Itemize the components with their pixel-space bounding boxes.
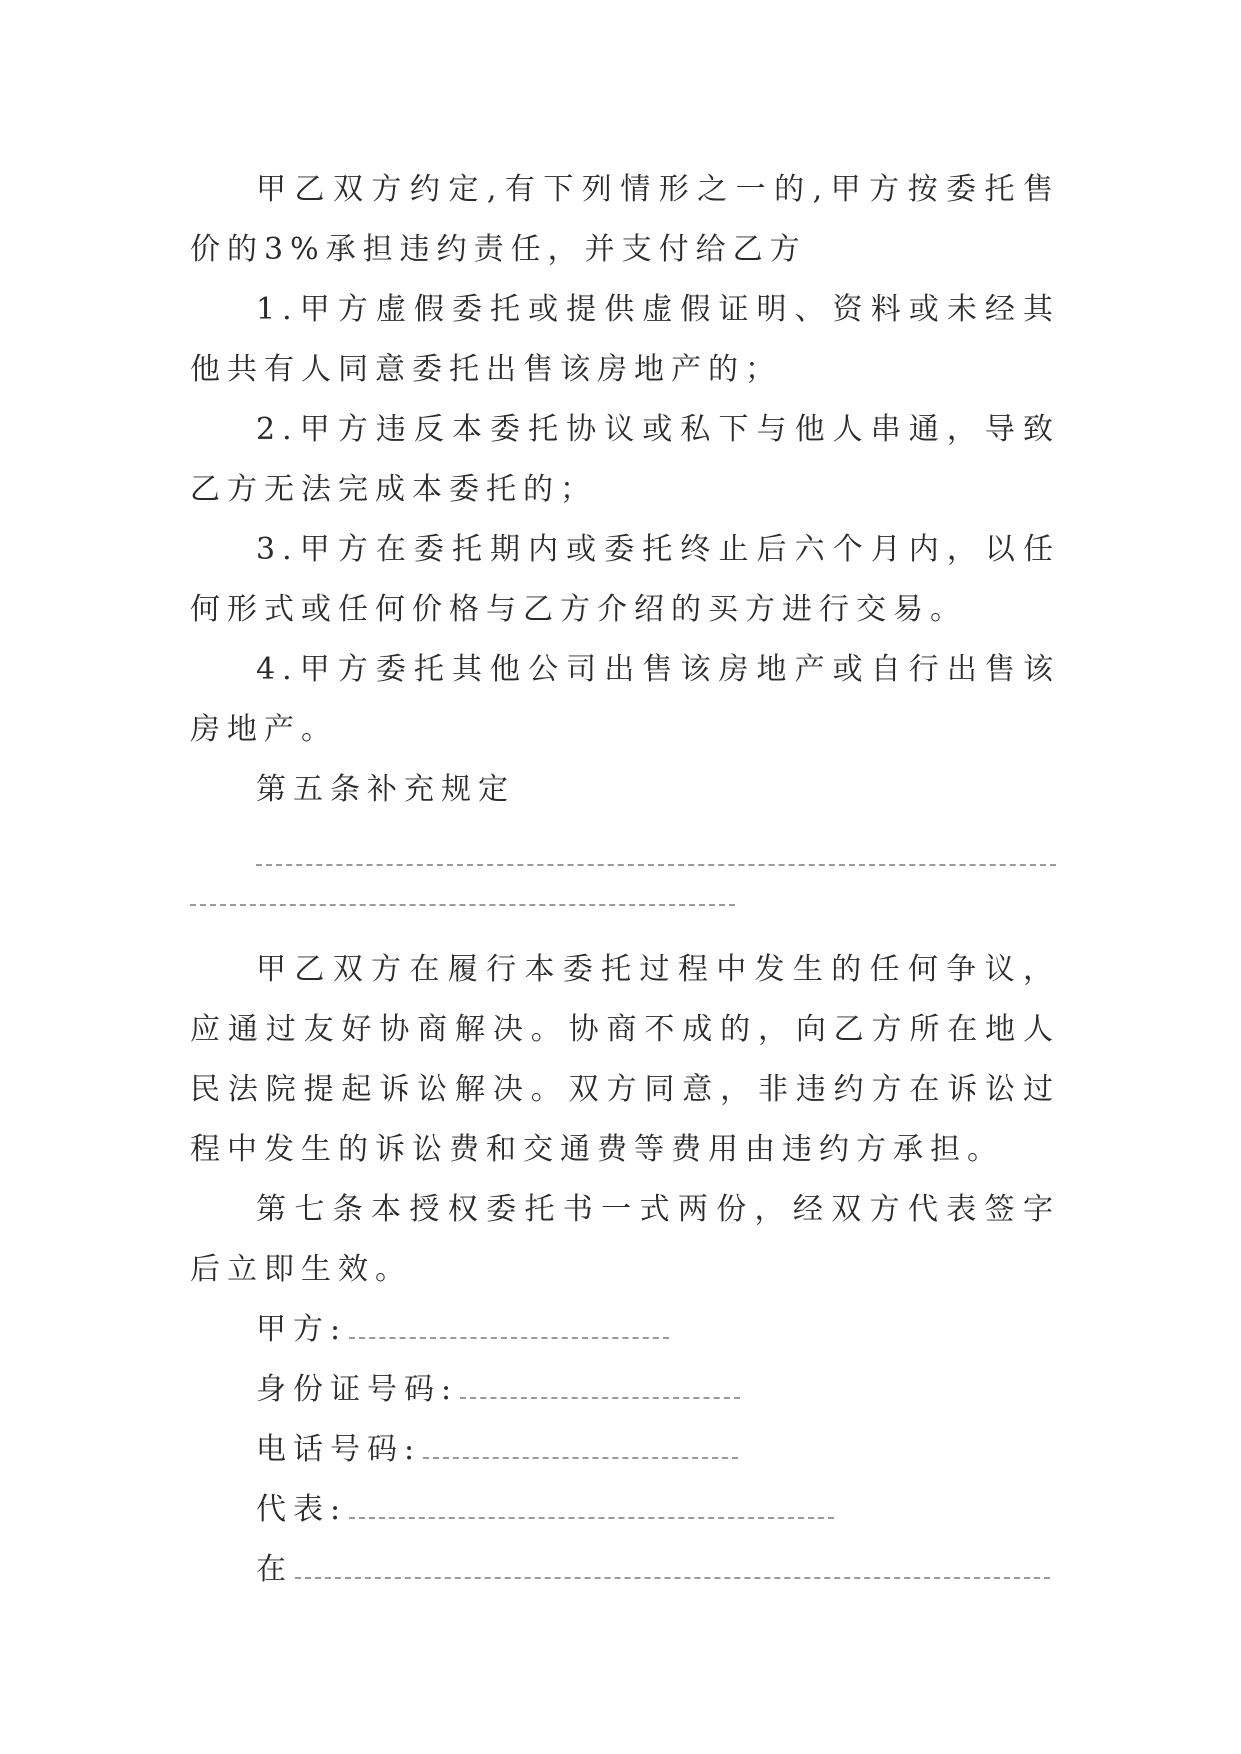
clause-item-4: 4.甲方委托其他公司出售该房地产或自行出售该房地产。 — [190, 652, 1060, 747]
location-label: 在 — [256, 1552, 293, 1587]
location-field — [190, 1540, 1060, 1600]
liability-clause: 甲乙双方约定,有下列情形之一的,甲方按委托售价的3%承担违约责任，并支付给乙方 — [190, 172, 1060, 267]
article-seven: 第七条本授权委托书一式两份，经双方代表签字后立即生效。 — [190, 1192, 1060, 1287]
representative-blank — [349, 1516, 834, 1519]
supplement-blank-line-2 — [190, 880, 1060, 940]
party-a-blank — [349, 1336, 669, 1339]
location-blank — [295, 1576, 1050, 1579]
dispute-clause: 甲乙双方在履行本委托过程中发生的任何争议，应通过友好协商解决。协商不成的，向乙方所在地人民法院提起诉讼解决。双方同意，非违约方在诉讼过程中发生的诉讼费和交通费等费用由违约方承担。 — [190, 952, 1060, 1167]
id-number-field — [190, 1360, 1060, 1420]
id-number-blank — [460, 1396, 740, 1399]
article-five-heading: 第五条补充规定 — [256, 772, 515, 807]
clause-item-1: 1.甲方虚假委托或提供虚假证明、资料或未经其他共有人同意委托出售该房地产的； — [190, 292, 1060, 387]
representative-label: 代表: — [256, 1492, 348, 1527]
party-a-field — [190, 1300, 1060, 1360]
clause-item-2: 2.甲方违反本委托协议或私下与他人串通，导致乙方无法完成本委托的； — [190, 412, 1060, 507]
phone-blank — [423, 1456, 738, 1459]
id-number-label: 身份证号码: — [256, 1372, 459, 1407]
party-a-label: 甲方: — [256, 1312, 348, 1347]
clause-item-3: 3.甲方在委托期内或委托终止后六个月内，以任何形式或任何价格与乙方介绍的买方进行交易。 — [190, 532, 1060, 627]
document-body — [190, 160, 1060, 1600]
phone-label: 电话号码: — [256, 1432, 422, 1467]
phone-field — [190, 1420, 1060, 1480]
representative-field — [190, 1480, 1060, 1540]
supplement-blank-line-1 — [190, 820, 1060, 880]
